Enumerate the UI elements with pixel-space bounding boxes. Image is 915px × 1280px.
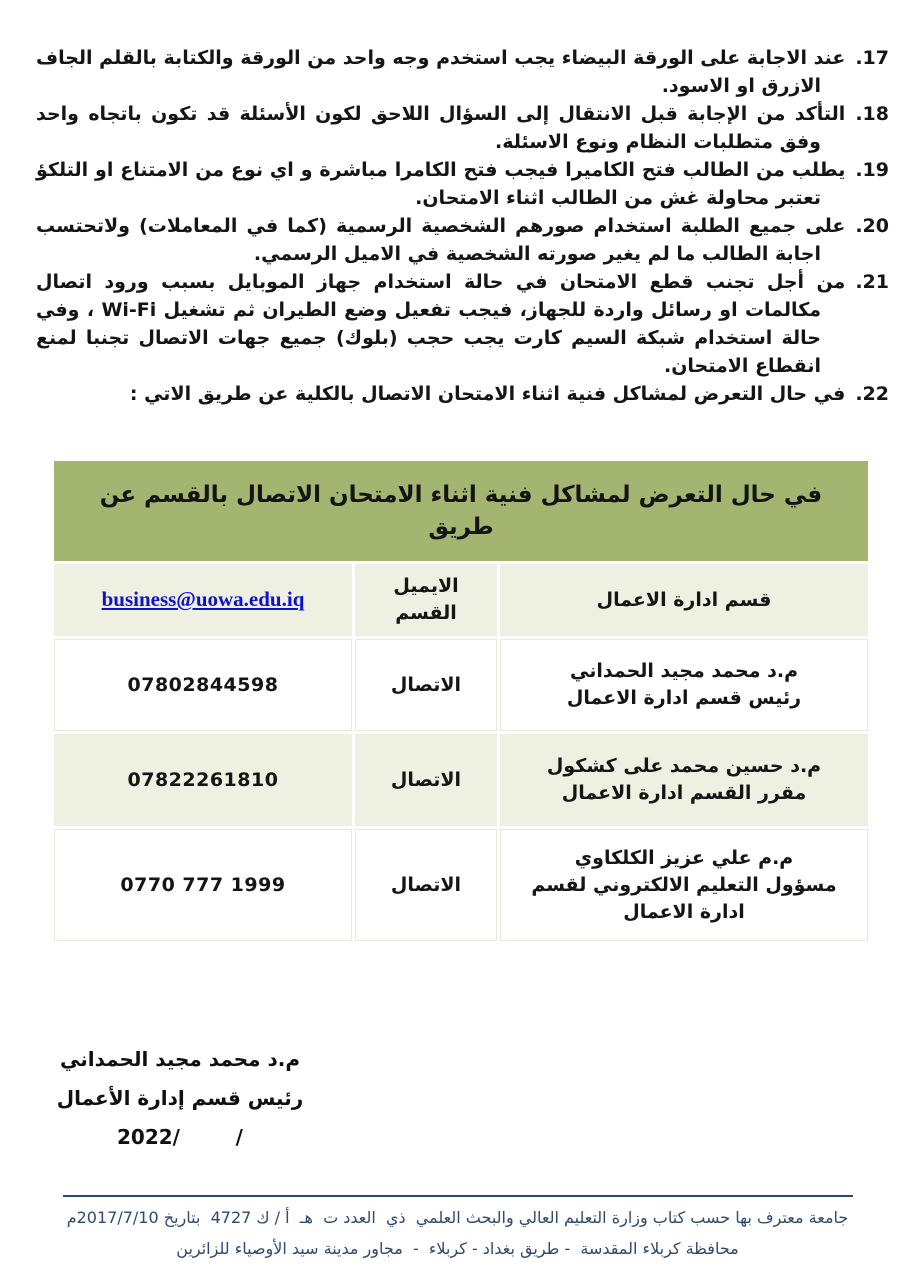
rule-item-17 — [36, 44, 889, 100]
rule-item-22 — [36, 380, 889, 408]
footer-address-line: محافظة كربلاء المقدسة - طريق بغداد - كربلاء - مجاور مدينة سيد الأوصياء للزائرين — [176, 1239, 739, 1258]
rule-item-19 — [36, 156, 889, 212]
signature-title: رئيس قسم إدارة الأعمال — [56, 1086, 304, 1110]
contact-phone-cell: 07822261810 — [54, 734, 352, 826]
contact-row — [54, 734, 868, 826]
contact-name-cell — [500, 829, 868, 941]
rule-item-18 — [36, 100, 889, 156]
rule-number: 18. — [855, 103, 889, 125]
email-cell — [54, 564, 352, 636]
signature-block — [54, 1040, 306, 1157]
contact-action-cell: الاتصال — [355, 829, 497, 941]
contact-name: م.م علي عزيز الكلكاوي — [574, 846, 794, 869]
contact-role: مسؤول التعليم الالكتروني لقسم ادارة الاعمال — [531, 873, 837, 923]
contact-name: م.د حسين محمد على كشكول — [546, 755, 822, 777]
signature-date: / /2022 — [117, 1125, 243, 1149]
page-footer — [0, 1195, 915, 1264]
contact-phone-cell: 07802844598 — [54, 639, 352, 731]
rule-number: 21. — [855, 271, 889, 293]
signature-name: م.د محمد مجيد الحمداني — [59, 1047, 301, 1071]
rule-text: في حال التعرض لمشاكل فنية اثناء الامتحان الاتصال بالكلية عن طريق الاتي : — [129, 383, 846, 405]
rule-item-20 — [36, 212, 889, 268]
department-email-link[interactable]: business@uowa.edu.iq — [101, 587, 305, 611]
rule-text: يطلب من الطالب فتح الكاميرا فيجب فتح الكامرا مباشرة و اي نوع من الامتناع او التلكؤ تعتبر محاولة غش من الطالب اثناء الامتحان. — [36, 159, 846, 209]
contact-table-header: في حال التعرض لمشاكل فنية اثناء الامتحان الاتصال بالقسم عن طريق — [54, 461, 868, 561]
rule-text: على جميع الطلبة استخدام صورهم الشخصية الرسمية (كما في المعاملات) ولاتحتسب اجابة الطالب ما لم يغير صورته الشخصية في الاميل الرسمي. — [36, 215, 846, 265]
contact-name-cell — [500, 734, 868, 826]
footer-accreditation-line: جامعة معترف بها حسب كتاب وزارة التعليم العالي والبحث العلمي ذي العدد ت هـ أ / ك 4727 بتاريخ 2017/7/10م — [66, 1208, 849, 1227]
contact-table — [51, 458, 871, 944]
contact-action-cell: الاتصال — [355, 734, 497, 826]
rule-number: 22. — [855, 383, 889, 405]
contact-role: مقرر القسم ادارة الاعمال — [561, 782, 807, 804]
contact-row — [54, 829, 868, 941]
contact-name-cell — [500, 639, 868, 731]
rule-number: 17. — [855, 47, 889, 69]
rule-number: 19. — [855, 159, 889, 181]
email-label-cell: الايميل القسم — [355, 564, 497, 636]
footer-divider — [63, 1195, 853, 1197]
contact-name: م.د محمد مجيد الحمداني — [569, 660, 799, 682]
contact-phone-cell: 0770 777 1999 — [54, 829, 352, 941]
rule-number: 20. — [855, 215, 889, 237]
contact-role: رئيس قسم ادارة الاعمال — [566, 687, 802, 709]
rule-text: من أجل تجنب قطع الامتحان في حالة استخدام جهاز الموبايل بسبب ورود اتصال مكالمات او رسائل واردة للجهاز، فيجب تفعيل وضع الطيران ثم تشغيل Wi-Fi ، وفي حالة استخدام شبكة السيم كارت يجب حجب (بلوك) جميع جهات الاتصال تجنبا لمنع انقطاع الامتحان. — [36, 271, 846, 377]
department-row — [54, 564, 868, 636]
rule-item-21 — [36, 268, 889, 380]
contact-row — [54, 639, 868, 731]
department-name-cell: قسم ادارة الاعمال — [500, 564, 868, 636]
contact-action-cell: الاتصال — [355, 639, 497, 731]
exam-rules-list — [0, 0, 915, 408]
rule-text: عند الاجابة على الورقة البيضاء يجب استخدم وجه واحد من الورقة والكتابة بالقلم الجاف الازرق او الاسود. — [36, 47, 846, 97]
rule-text: التأكد من الإجابة قبل الانتقال إلى السؤال اللاحق لكون الأسئلة قد تكون باتجاه واحد وفق متطلبات النظام ونوع الاسئلة. — [36, 103, 846, 153]
